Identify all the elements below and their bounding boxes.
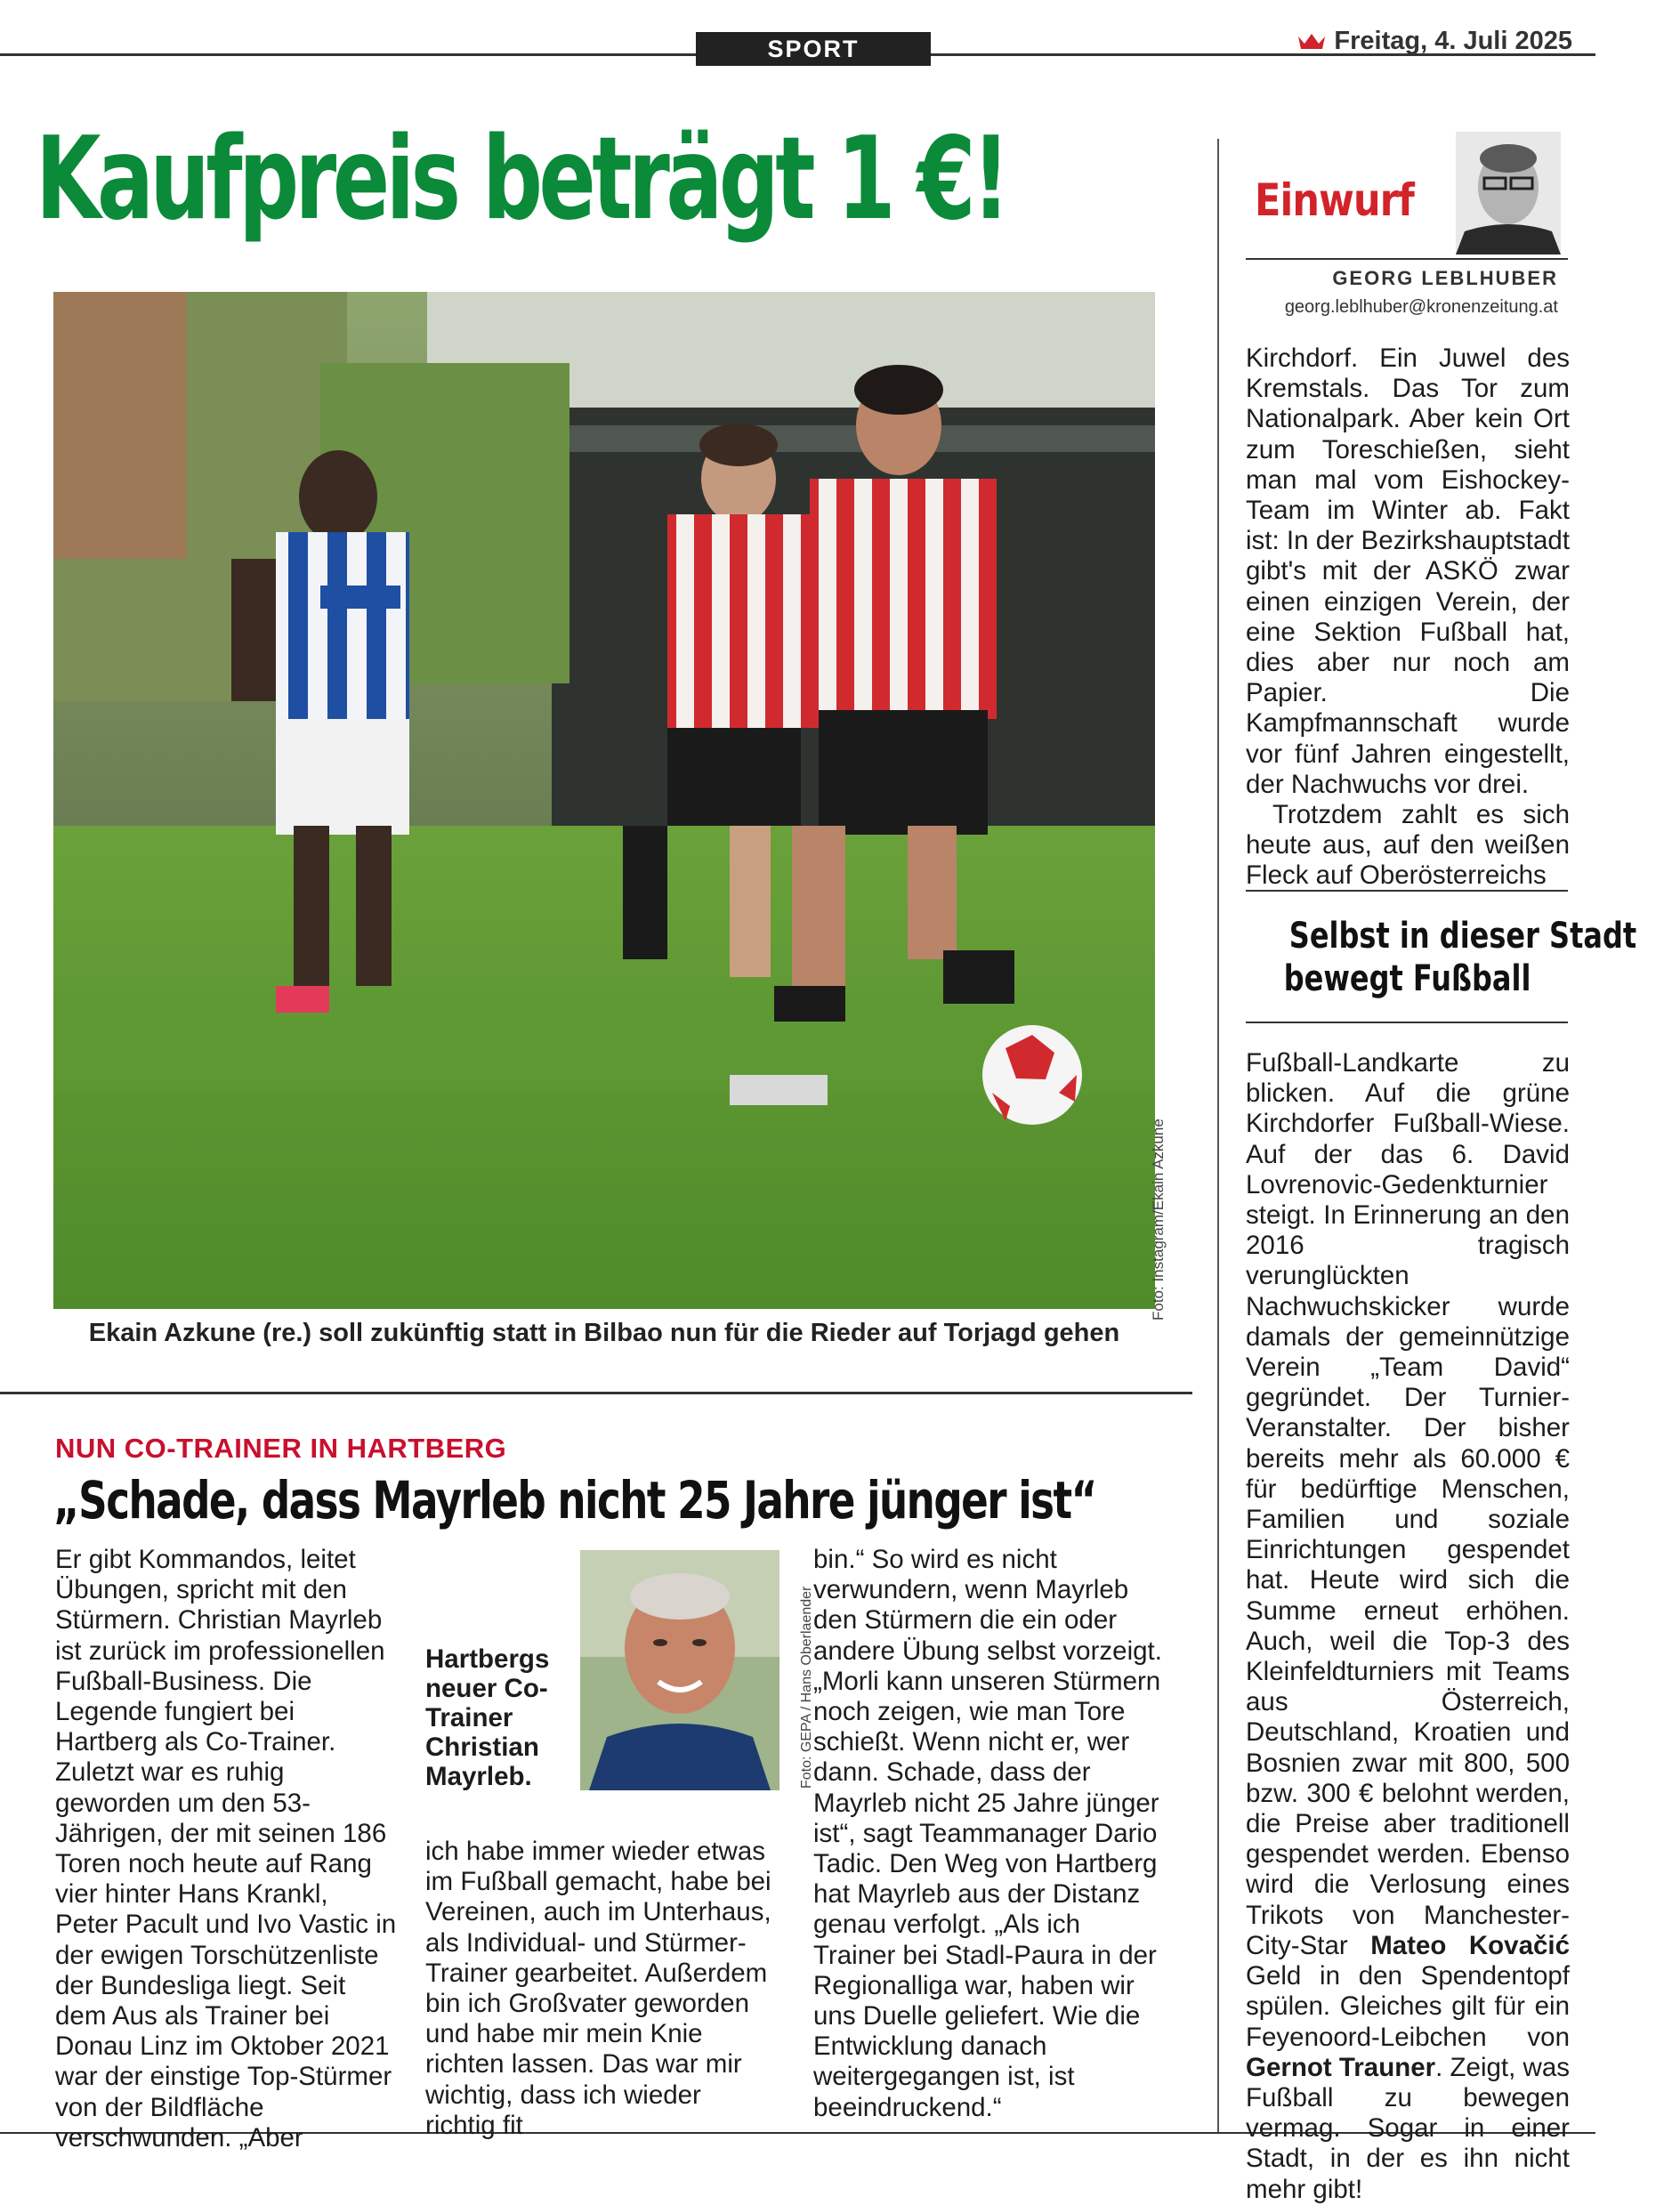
player-name-kovacic: Mateo Kovačić xyxy=(1370,1930,1571,1960)
photo-caption: Ekain Azkune (re.) soll zukünftig statt in Bilbao nun für die Rieder auf Torjagd gehen xyxy=(88,1319,1120,1347)
main-headline: Kaufpreis beträgt 1 €! xyxy=(36,113,1006,246)
column-top-rule xyxy=(1246,258,1568,260)
article-kicker: NUN CO-TRAINER IN HARTBERG xyxy=(55,1433,507,1464)
header-rule-left xyxy=(0,53,696,56)
ressort-label: SPORT xyxy=(696,32,931,66)
author-name: GEORG LEBLHUBER xyxy=(1332,267,1558,289)
article-paragraph-2: ich habe immer wieder etwas im Fußball gemacht, habe bei Vereinen, auch im Unterhaus, als Individual- und Stürmer-Trainer gearbeitet. Außerdem bin ich Großvater geworden und habe mir mein Knie richten lassen. Das war mir wichtig, dass ich wieder richtig fit xyxy=(425,1837,771,2140)
author-avatar xyxy=(1456,132,1561,254)
dateline xyxy=(1296,27,1572,56)
paragraph-3-part-b: Geld in den Spendentopf spülen. Gleiches gilt für ein Feyenoord-Leibchen von xyxy=(1246,1961,1570,2052)
portrait-credit: Foto: GEPA / Hans Oberlaender xyxy=(799,1586,814,1789)
column-paragraph-3 xyxy=(1246,1048,1570,2205)
sidehead-rule-bottom xyxy=(1246,1022,1568,1023)
player-name-trauner: Gernot Trauner xyxy=(1246,2052,1436,2082)
article-column-3 xyxy=(813,1545,1164,2123)
subheadline-line-2: bewegt Fußball xyxy=(1284,958,1531,999)
author-email: georg.leblhuber@kronenzeitung.at xyxy=(1284,297,1558,317)
football-match-photo xyxy=(53,292,1155,1309)
article-column-2 xyxy=(425,1837,778,2141)
column-paragraph-2: Trotzdem zahlt es sich heute aus, auf den weißen Fleck auf Oberösterreichs xyxy=(1246,800,1570,891)
column-paragraph-1: Kirchdorf. Ein Juwel des Kremstals. Das Tor zum Nationalpark. Aber kein Ort zum Toreschießen, sieht man mal vom Eishockey-Team im Winter ab. Fakt ist: In der Bezirkshauptstadt gibt's mit der ASKÖ zwar einen einzigen Verein, der eine Sektion Fußball hat, dies aber nur noch am Papier. Die Kampfmannschaft wurde vor fünf Jahren eingestellt, der Nachwuchs vor drei. xyxy=(1246,343,1571,799)
paragraph-3-part-c: . Zeigt, was Fußball zu bewegen vermag. Sogar in einer Stadt, in der es ihn nicht mehr gibt! xyxy=(1246,2052,1570,2204)
article-paragraph-1: Er gibt Kommandos, leitet Übungen, spricht mit den Stürmern. Christian Mayrleb ist zurück im professionellen Fußball-Business. Die Legende fungiert bei Hartberg als Co-Trainer. Zuletzt war es ruhig geworden um den 53-Jährigen, der mit seinen 186 Toren noch heute auf Rang vier hinter Hans Krankl, Peter Pacult und Ivo Vastic in der ewigen Torschützenliste der Bundesliga liegt. Seit dem Aus als Trainer bei Donau Linz im Oktober 2021 war der einstige Top-Stürmer von der Bildfläche verschwunden. „Aber xyxy=(55,1545,397,2152)
article-column-1 xyxy=(55,1545,397,2153)
article-headline: „Schade, dass Mayrleb nicht 25 Jahre jünger ist“ xyxy=(53,1470,1096,1531)
column-label: Einwurf xyxy=(1255,174,1414,226)
crown-icon xyxy=(1296,31,1327,51)
column-text-top xyxy=(1246,343,1570,892)
mayrleb-portrait xyxy=(580,1550,779,1790)
photo-credit: Foto: Instagram/Ekain Azkune xyxy=(1150,1119,1167,1321)
portrait-caption: Hartbergs neuer Co-Trainer Christian Mayrleb. xyxy=(425,1644,550,1791)
subheadline-line-1: Selbst in dieser Stadt xyxy=(1288,916,1637,957)
article-divider xyxy=(0,1392,1192,1394)
article-paragraph-3: bin.“ So wird es nicht verwundern, wenn Mayrleb den Stürmern die ein oder andere Übung selbst vorzeigt. „Morli kann unseren Stürmern noch zeigen, wie man Tore schießt. Wenn nicht er, wer dann. Schade, dass der Mayrleb nicht 25 Jahre jünger ist“, sagt Teammanager Dario Tadic. Den Weg von Hartberg hat Mayrleb aus der Distanz genau verfolgt. „Als ich Trainer bei Stadl-Paura in der Regionalliga war, haben wir uns Duelle geliefert. Wie die Entwicklung danach weitergegangen ist, ist beeindruckend.“ xyxy=(813,1545,1162,2122)
column-divider xyxy=(1217,139,1219,2132)
column-text-bottom xyxy=(1246,1048,1570,2205)
paragraph-3-part-a: Fußball-Landkarte zu blicken. Auf die grüne Kirchdorfer Fußball-Wiese. Auf der das 6. David Lovrenovic-Gedenkturnier steigt. In Erinnerung an den 2016 tragisch verunglückten Nachwuchskicker wurde damals der gemeinnützige Verein „Team David“ gegründet. Der Turnier-Veranstalter. Der bisher bereits mehr als 60.000 € für bedürftige Menschen, Familien und soziale Einrichtungen gespendet hat. Heute wird sich die Summe erneut erhöhen. Auch, weil die Top-3 des Kleinfeldturniers mit Teams aus Österreich, Deutschland, Kroatien und Bosnien zwar mit 800, 500 bzw. 300 € belohnt werden, die Preise aber traditionell gespendet werden. Ebenso wird die Verlosung eines Trikots von Manchester-City-Star xyxy=(1246,1048,1570,1960)
date-text: Freitag, 4. Juli 2025 xyxy=(1334,27,1572,55)
column-subheadline xyxy=(1246,915,1637,1000)
